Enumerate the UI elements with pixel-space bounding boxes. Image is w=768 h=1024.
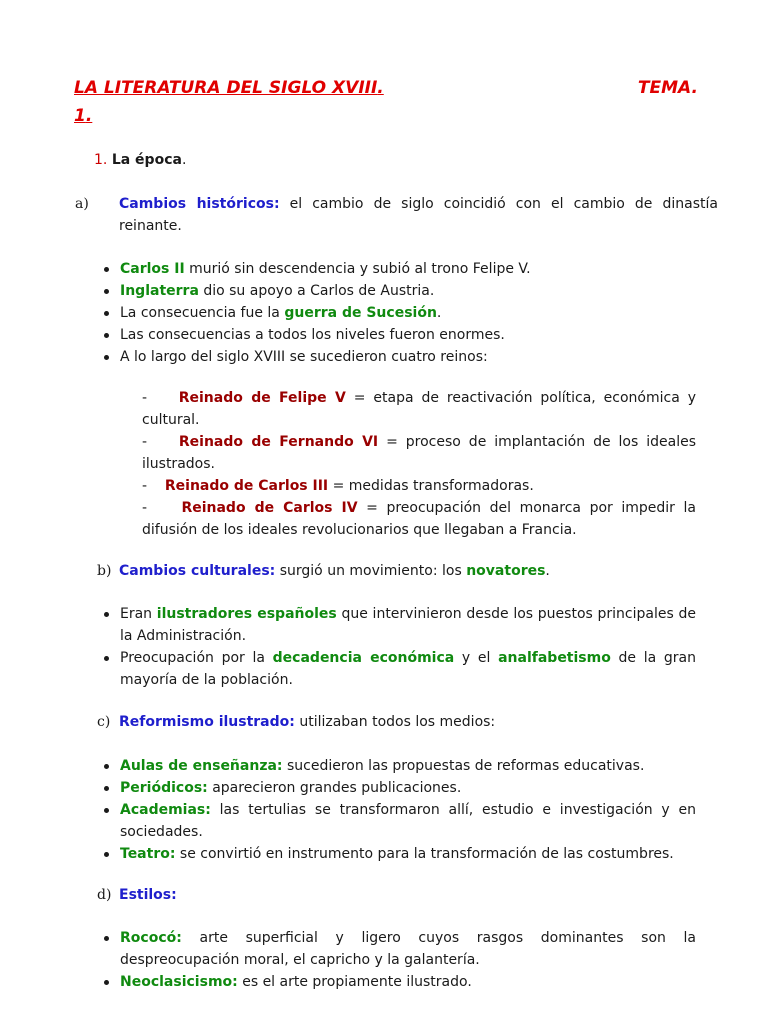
- list-culturales: [100, 603, 696, 691]
- heading-reformismo: Reformismo ilustrado: [119, 714, 290, 730]
- list-reformismo: [100, 755, 696, 865]
- reign-item: - Reinado de Carlos III = medidas transformadoras.: [142, 478, 534, 494]
- list-item: Rococó: arte superficial y ligero cuyos rasgos dominantes son la despreocupación moral, el capricho y la galantería.: [100, 927, 696, 971]
- list-historicos: [100, 258, 696, 368]
- paragraph-d: d) Estilos:: [97, 887, 177, 903]
- heading-historicos: Cambios históricos: [119, 196, 274, 212]
- list-item: Eran ilustradores españoles que intervinieron desde los puestos principales de la Administración.: [100, 603, 696, 647]
- title-tema: TEMA.: [637, 78, 698, 98]
- list-item: Neoclasicismo: es el arte propiamente ilustrado.: [100, 971, 696, 993]
- document-title: LA LITERATURA DEL SIGLO XVIII. TEMA. 1.: [74, 74, 698, 130]
- reigns-list: [142, 387, 696, 541]
- list-item: La consecuencia fue la guerra de Sucesión.: [100, 302, 696, 324]
- title-number: 1.: [74, 106, 93, 126]
- title-text: LA LITERATURA DEL SIGLO XVIII: [74, 78, 378, 98]
- paragraph-c: c) Reformismo ilustrado: utilizaban todos los medios:: [97, 714, 496, 730]
- reign-item: - Reinado de Fernando VI = proceso de implantación de los ideales ilustrados.: [142, 434, 696, 472]
- list-item: A lo largo del siglo XVIII se sucedieron cuatro reinos:: [100, 346, 696, 368]
- list-item: Teatro: se convirtió en instrumento para la transformación de las costumbres.: [100, 843, 696, 865]
- list-item: Preocupación por la decadencia económica y el analfabetismo de la gran mayoría de la población.: [100, 647, 696, 691]
- reign-item: - Reinado de Felipe V = etapa de reactivación política, económica y cultural.: [142, 390, 696, 428]
- list-item: Aulas de enseñanza: sucedieron las propuestas de reformas educativas.: [100, 755, 696, 777]
- reign-item: - Reinado de Carlos IV = preocupación del monarca por impedir la difusión de los ideales revolucionarios que llegaban a Francia.: [142, 500, 696, 538]
- section-heading: 1. La época.: [94, 152, 187, 168]
- paragraph-b: b) Cambios culturales: surgió un movimiento: los novatores.: [97, 563, 550, 579]
- list-estilos: [100, 927, 696, 993]
- list-item: Periódicos: aparecieron grandes publicaciones.: [100, 777, 696, 799]
- list-item: Inglaterra dio su apoyo a Carlos de Austria.: [100, 280, 696, 302]
- list-item: Las consecuencias a todos los niveles fueron enormes.: [100, 324, 696, 346]
- heading-estilos: Estilos: [119, 887, 172, 903]
- paragraph-a: a) Cambios históricos: el cambio de siglo coincidió con el cambio de dinastía reinante.: [75, 196, 718, 234]
- list-item: Carlos II murió sin descendencia y subió al trono Felipe V.: [100, 258, 696, 280]
- list-item: Academias: las tertulias se transformaron allí, estudio e investigación y en sociedades.: [100, 799, 696, 843]
- heading-culturales: Cambios culturales: [119, 563, 270, 579]
